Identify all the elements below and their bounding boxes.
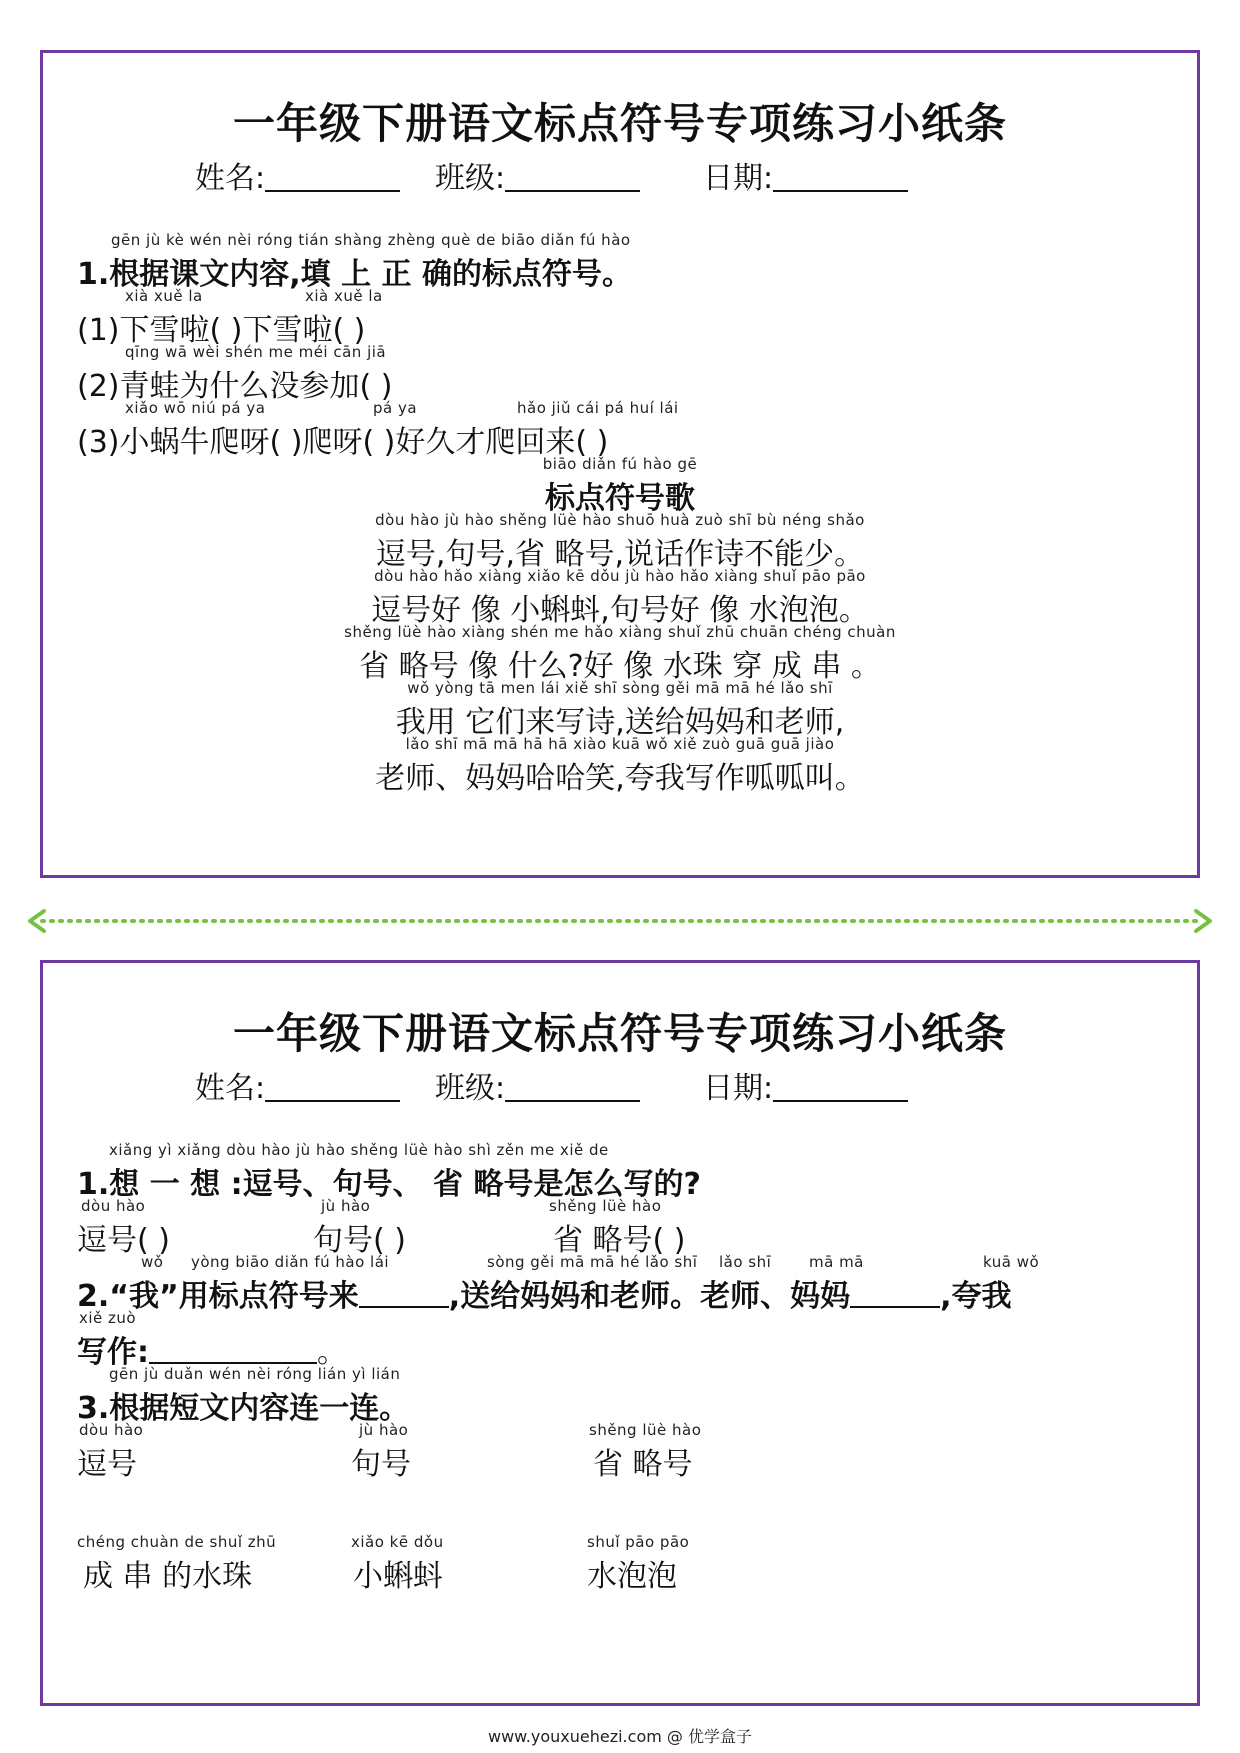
date-label: 日期: <box>703 161 774 196</box>
q2-blank-2[interactable] <box>850 1280 940 1308</box>
q1-pinyin: xiǎng yì xiǎng dòu hào jù hào shěng lüè hào shì zěn me xiě de <box>109 1141 609 1159</box>
match-top-ellipsis[interactable]: 省 略号 <box>593 1447 693 1482</box>
class-label: 班级: <box>435 161 506 196</box>
poem-line-3: 省 略号 像 什么?好 像 水珠 穿 成 串 。 <box>359 649 881 684</box>
q2-blank-1[interactable] <box>359 1280 449 1308</box>
name-label: 姓名: <box>195 1071 266 1106</box>
date-field[interactable] <box>703 153 908 197</box>
q2-pinyin-wo: wǒ <box>141 1253 164 1271</box>
date-label: 日期: <box>703 1071 774 1106</box>
q1-item-ellipsis-pinyin: shěng lüè hào <box>549 1197 662 1215</box>
q2-line <box>77 1271 1012 1315</box>
worksheet-title: 一年级下册语文标点符号专项练习小纸条 <box>232 1009 1007 1058</box>
q2-text-b: ,送给妈妈和老师。老师、妈妈 <box>448 1279 851 1314</box>
q3-pinyin: gēn jù duǎn wén nèi róng lián yì lián <box>109 1365 401 1383</box>
q1-item-comma-pinyin: dòu hào <box>81 1197 146 1215</box>
q1-text: 1.根据课文内容,填 上 正 确的标点符号。 <box>77 257 632 292</box>
match-bottom-1-pinyin: chéng chuàn de shuǐ zhū <box>77 1533 277 1551</box>
poem-line-4-pinyin: wǒ yòng tā men lái xiě shī sòng gěi mā mā hé lǎo shī <box>407 679 833 697</box>
name-field[interactable] <box>195 153 400 197</box>
poem-line-2: 逗号好 像 小蝌蚪,句号好 像 水泡泡。 <box>371 593 869 628</box>
match-top-1-pinyin: dòu hào <box>79 1421 144 1439</box>
l1-pinyin-a: xià xuě la <box>125 287 203 305</box>
q1-pinyin: gēn jù kè wén nèi róng tián shàng zhèng què de biāo diǎn fú hào <box>111 231 631 249</box>
match-bottom-bubble[interactable]: 水泡泡 <box>587 1559 677 1594</box>
worksheet-title: 一年级下册语文标点符号专项练习小纸条 <box>232 99 1007 148</box>
match-bottom-3-pinyin: shuǐ pāo pāo <box>587 1533 690 1551</box>
worksheet-card-1 <box>40 50 1200 878</box>
poem-line-5-pinyin: lǎo shī mā mā hā hā xiào kuā wǒ xiě zuò guā guā jiào <box>405 735 835 753</box>
q1-item-ellipsis[interactable]: 省 略号( ) <box>553 1223 686 1258</box>
l3-pinyin-a: xiǎo wō niú pá ya <box>125 399 266 417</box>
poem-title: 标点符号歌 <box>545 481 695 516</box>
class-blank[interactable] <box>505 160 640 192</box>
class-field[interactable] <box>435 153 640 197</box>
footer-credit: www.youxuehezi.com @ 优学盒子 <box>488 1727 752 1746</box>
match-top-comma[interactable]: 逗号 <box>77 1447 137 1482</box>
match-bottom-2-pinyin: xiǎo kē dǒu <box>351 1533 444 1551</box>
l1-pinyin-b: xià xuě la <box>305 287 383 305</box>
date-field[interactable] <box>703 1063 908 1107</box>
poem-line-2-pinyin: dòu hào hǎo xiàng xiǎo kē dǒu jù hào hǎo xiàng shuǐ pāo pāo <box>374 567 866 585</box>
l2-text[interactable]: (2)青蛙为什么没参加( ) <box>77 369 393 404</box>
name-blank[interactable] <box>265 160 400 192</box>
date-blank[interactable] <box>773 160 908 192</box>
q2-pinyin-d: lǎo shī <box>719 1253 772 1271</box>
cut-line-divider <box>26 908 1214 934</box>
l3-text[interactable]: (3)小蜗牛爬呀( )爬呀( )好久才爬回来( ) <box>77 425 609 460</box>
q1-item-comma[interactable]: 逗号( ) <box>77 1223 170 1258</box>
q2-pinyin-c: sòng gěi mā mā hé lǎo shī <box>487 1253 698 1271</box>
poem-line-1-pinyin: dòu hào jù hào shěng lüè hào shuō huà zuò shī bù néng shǎo <box>375 511 865 529</box>
match-top-2-pinyin: jù hào <box>359 1421 409 1439</box>
q2-blank-3[interactable] <box>149 1336 317 1364</box>
class-blank[interactable] <box>505 1070 640 1102</box>
q2-pinyin-f: kuā wǒ <box>983 1253 1040 1271</box>
worksheet-card-2 <box>40 960 1200 1706</box>
q2-cont-pinyin: xiě zuò <box>79 1309 137 1327</box>
l3-pinyin-c: hǎo jiǔ cái pá huí lái <box>517 399 679 417</box>
l3-pinyin-b: pá ya <box>373 399 418 417</box>
q2-pinyin-e: mā mā <box>809 1253 864 1271</box>
q2-cont-end: 。 <box>317 1335 347 1370</box>
class-label: 班级: <box>435 1071 506 1106</box>
q3-text: 3.根据短文内容连一连。 <box>77 1391 410 1426</box>
q2-pinyin-b: yòng biāo diǎn fú hào lái <box>191 1253 390 1271</box>
q2-cont-label: 写作: <box>77 1335 149 1370</box>
q1-text: 1.想 一 想 :逗号、句号、 省 略号是怎么写的? <box>77 1167 701 1202</box>
match-bottom-tadpole[interactable]: 小蝌蚪 <box>353 1559 443 1594</box>
poem-title-pinyin: biāo diǎn fú hào gē <box>542 455 698 473</box>
match-top-period[interactable]: 句号 <box>351 1447 411 1482</box>
name-field[interactable] <box>195 1063 400 1107</box>
class-field[interactable] <box>435 1063 640 1107</box>
l2-pinyin: qīng wā wèi shén me méi cān jiā <box>125 343 387 361</box>
name-label: 姓名: <box>195 161 266 196</box>
date-blank[interactable] <box>773 1070 908 1102</box>
match-top-3-pinyin: shěng lüè hào <box>589 1421 702 1439</box>
l1-text[interactable]: (1)下雪啦( )下雪啦( ) <box>77 313 366 348</box>
poem-line-3-pinyin: shěng lüè hào xiàng shén me hǎo xiàng shuǐ zhū chuān chéng chuàn <box>344 623 896 641</box>
poem-line-5: 老师、妈妈哈哈笑,夸我写作呱呱叫。 <box>375 761 865 796</box>
q1-item-period-pinyin: jù hào <box>321 1197 371 1215</box>
match-bottom-beads[interactable]: 成 串 的水珠 <box>83 1559 253 1594</box>
q1-item-period[interactable]: 句号( ) <box>313 1223 406 1258</box>
poem-line-1: 逗号,句号,省 略号,说话作诗不能少。 <box>375 537 865 572</box>
q2-text-a: 2.“我”用标点符号来 <box>77 1279 359 1314</box>
name-blank[interactable] <box>265 1070 400 1102</box>
q2-text-c: ,夸我 <box>940 1279 1012 1314</box>
poem-line-4: 我用 它们来写诗,送给妈妈和老师, <box>395 705 845 740</box>
